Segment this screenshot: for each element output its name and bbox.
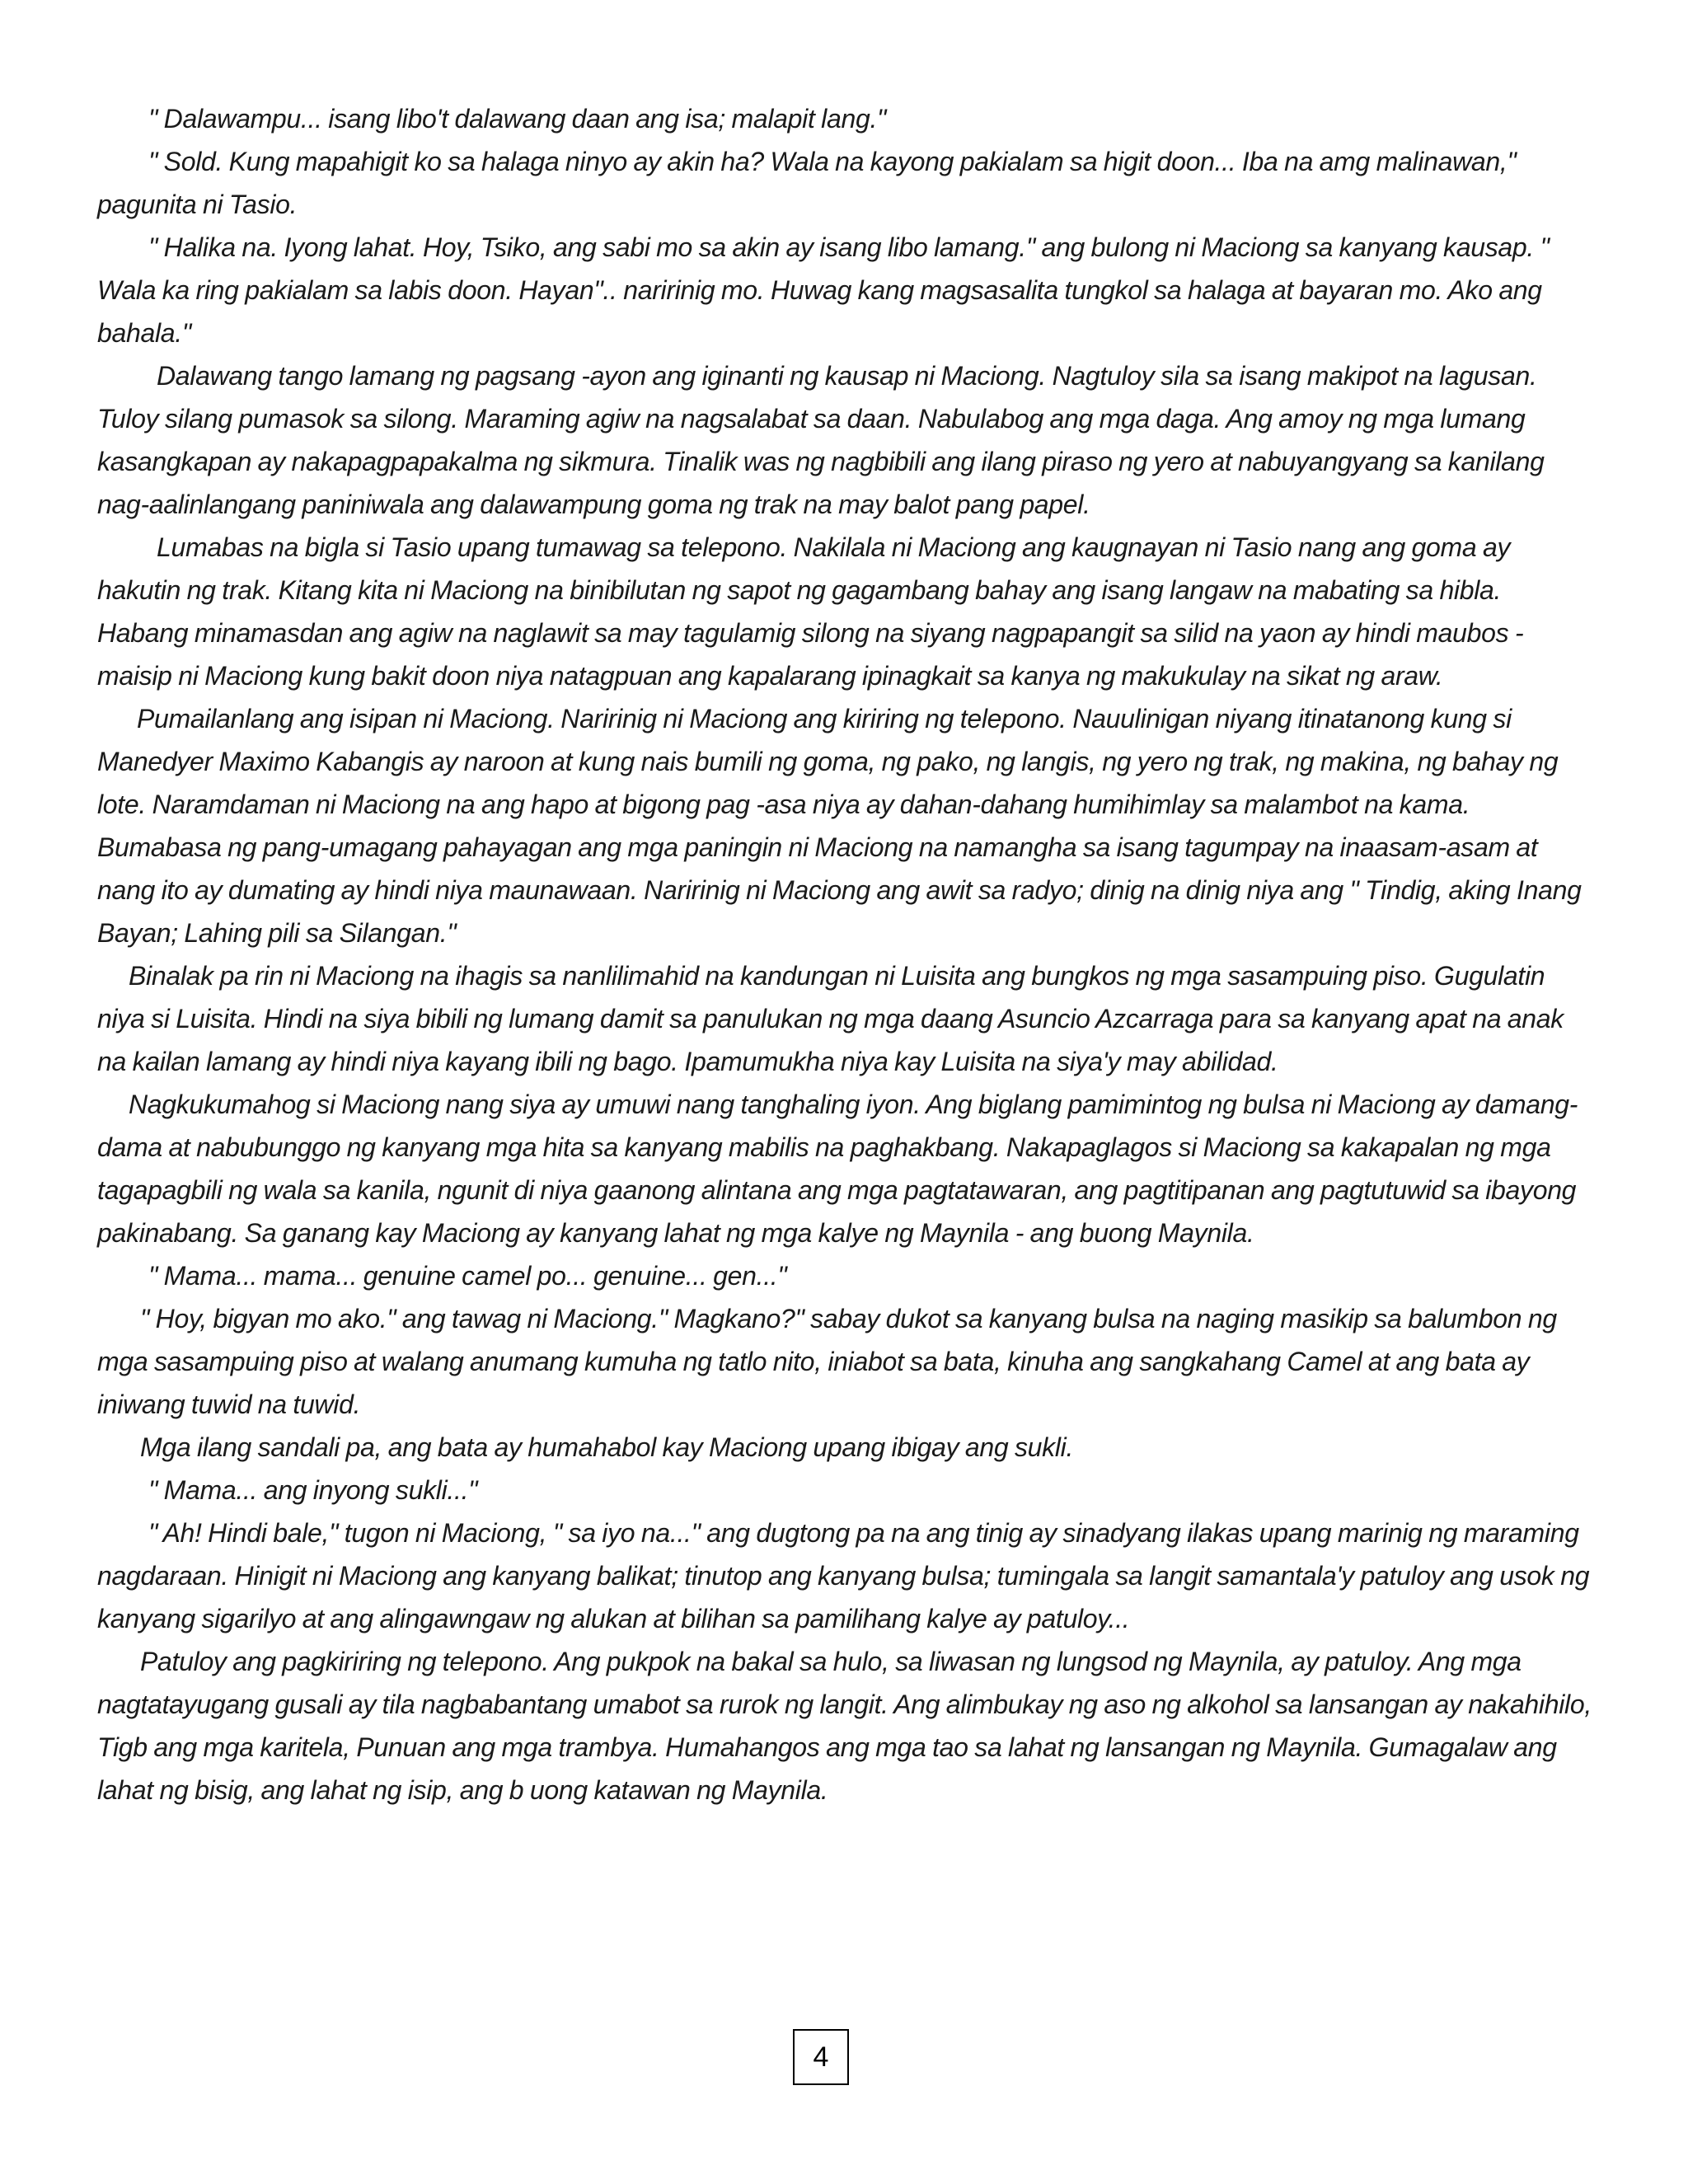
paragraph-11: Mga ilang sandali pa, ang bata ay humahabol kay Maciong upang ibigay ang sukli. bbox=[140, 1432, 1074, 1462]
paragraph-10: " Hoy, bigyan mo ako." ang tawag ni Maciong." Magkano?" sabay dukot sa kanyang bulsa na naging masikip sa balumbon ng mga sasampuing piso at walang anumang kumuha ng tatlo nito, iniabot sa bata, kinuha ang sangkahang Camel at ang bata ay iniwang tuwid na tuwid. bbox=[97, 1304, 1557, 1419]
paragraph-6: Pumailanlang ang isipan ni Maciong. Naririnig ni Maciong ang kiriring ng telepono. Nauulinigan niyang itinatanong kung si Manedyer Maximo Kabangis ay naroon at kung nais bumili ng goma, ng pako, ng langis, ng yero ng trak, ng makina, ng bahay ng lote. Naramdaman ni Maciong na ang hapo at bigong pag -asa niya ay dahan-dahang humihimlay sa malambot na kama. Bumabasa ng pang-umagang pahayagan ang mga paningin ni Maciong na namangha sa isang tagumpay na inaasam-asam at nang ito ay dumating ay hindi niya maunawaan. Naririnig ni Maciong ang awit sa radyo; dinig na dinig niya ang " Tindig, aking Inang Bayan; Lahing pili sa Silangan." bbox=[97, 704, 1582, 948]
paragraph-4: Dalawang tango lamang ng pagsang -ayon ang iginanti ng kausap ni Maciong. Nagtuloy sila sa isang makipot na lagusan. Tuloy silang pumasok sa silong. Maraming agiw na nagsalabat sa daan. Nabulabog ang mga daga. Ang amoy ng mga lumang kasangkapan ay nakapagpapakalma ng sikmura. Tinalik was ng nagbibili ang ilang piraso ng yero at nabuyangyang sa kanilang nag-aalinlangang paniniwala ang dalawampung goma ng trak na may balot pang papel. bbox=[97, 361, 1545, 519]
page-number: 4 bbox=[793, 2029, 849, 2085]
paragraph-13: " Ah! Hindi bale," tugon ni Maciong, " sa iyo na..." ang dugtong pa na ang tinig ay sinadyang ilakas upang marinig ng maraming nagdaraan. Hinigit ni Maciong ang kanyang balikat; tinutop ang kanyang bulsa; tumingala sa langit samantala'y patuloy ang usok ng kanyang sigarilyo at ang alingawngaw ng alukan at bilihan sa pamilihang kalye ay patuloy... bbox=[97, 1518, 1590, 1633]
paragraph-3: " Halika na. Iyong lahat. Hoy, Tsiko, ang sabi mo sa akin ay isang libo lamang." ang bulong ni Maciong sa kanyang kausap. " Wala ka ring pakialam sa labis doon. Hayan".. naririnig mo. Huwag kang magsasalita tungkol sa halaga at bayaran mo. Ako ang bahala." bbox=[97, 232, 1550, 348]
document-page bbox=[97, 97, 1597, 1811]
paragraph-9: " Mama... mama... genuine camel po... genuine... gen..." bbox=[148, 1261, 787, 1291]
paragraph-8: Nagkukumahog si Maciong nang siya ay umuwi nang tanghaling iyon. Ang biglang pamimintog ng bulsa ni Maciong ay damang-dama at nabubunggo ng kanyang mga hita sa kanyang mabilis na paghakbang. Nakapaglagos si Maciong sa kakapalan ng mga tagapagbili ng wala sa kanila, ngunit di niya gaanong alintana ang mga pagtatawaran, ang pagtitipanan ang pagtutuwid sa ibayong pakinabang. Sa ganang kay Maciong ay kanyang lahat ng mga kalye ng Maynila - ang buong Maynila. bbox=[97, 1090, 1578, 1248]
paragraph-1: " Dalawampu... isang libo't dalawang daan ang isa; malapit lang." bbox=[148, 104, 887, 134]
paragraph-5: Lumabas na bigla si Tasio upang tumawag sa telepono. Nakilala ni Maciong ang kaugnayan ni Tasio nang ang goma ay hakutin ng trak. Kitang kita ni Maciong na binibilutan ng sapot ng gagambang bahay ang isang langaw na mabating sa hibla. Habang minamasdan ang agiw na naglawit sa may tagulamig silong na siyang nagpapangit sa silid na yaon ay hindi maubos - maisip ni Maciong kung bakit doon niya natagpuan ang kapalarang ipinagkait sa kanya ng makukulay na sikat ng araw. bbox=[97, 532, 1524, 691]
paragraph-7: Binalak pa rin ni Maciong na ihagis sa nanlilimahid na kandungan ni Luisita ang bungkos ng mga sasampuing piso. Gugulatin niya si Luisita. Hindi na siya bibili ng lumang damit sa panulukan ng mga daang Asuncio Azcarraga para sa kanyang apat na anak na kailan lamang ay hindi niya kayang ibili ng bago. Ipamumukha niya kay Luisita na siya'y may abilidad. bbox=[97, 961, 1564, 1076]
paragraph-14: Patuloy ang pagkiriring ng telepono. Ang pukpok na bakal sa hulo, sa liwasan ng lungsod ng Maynila, ay patuloy. Ang mga nagtatayugang gusali ay tila nagbabantang umabot sa rurok ng langit. Ang alimbukay ng aso ng alkohol sa lansangan ay nakahihilo, Tigb ang mga karitela, Punuan ang mga trambya. Humahangos ang mga tao sa lahat ng lansangan ng Maynila. Gumagalaw ang lahat ng bisig, ang lahat ng isip, ang b uong katawan ng Maynila. bbox=[97, 1647, 1592, 1805]
paragraph-12: " Mama... ang inyong sukli..." bbox=[148, 1475, 478, 1505]
paragraph-2: " Sold. Kung mapahigit ko sa halaga ninyo ay akin ha? Wala na kayong pakialam sa higit doon... Iba na amg malinawan," pagunita ni Tasio. bbox=[97, 147, 1517, 219]
